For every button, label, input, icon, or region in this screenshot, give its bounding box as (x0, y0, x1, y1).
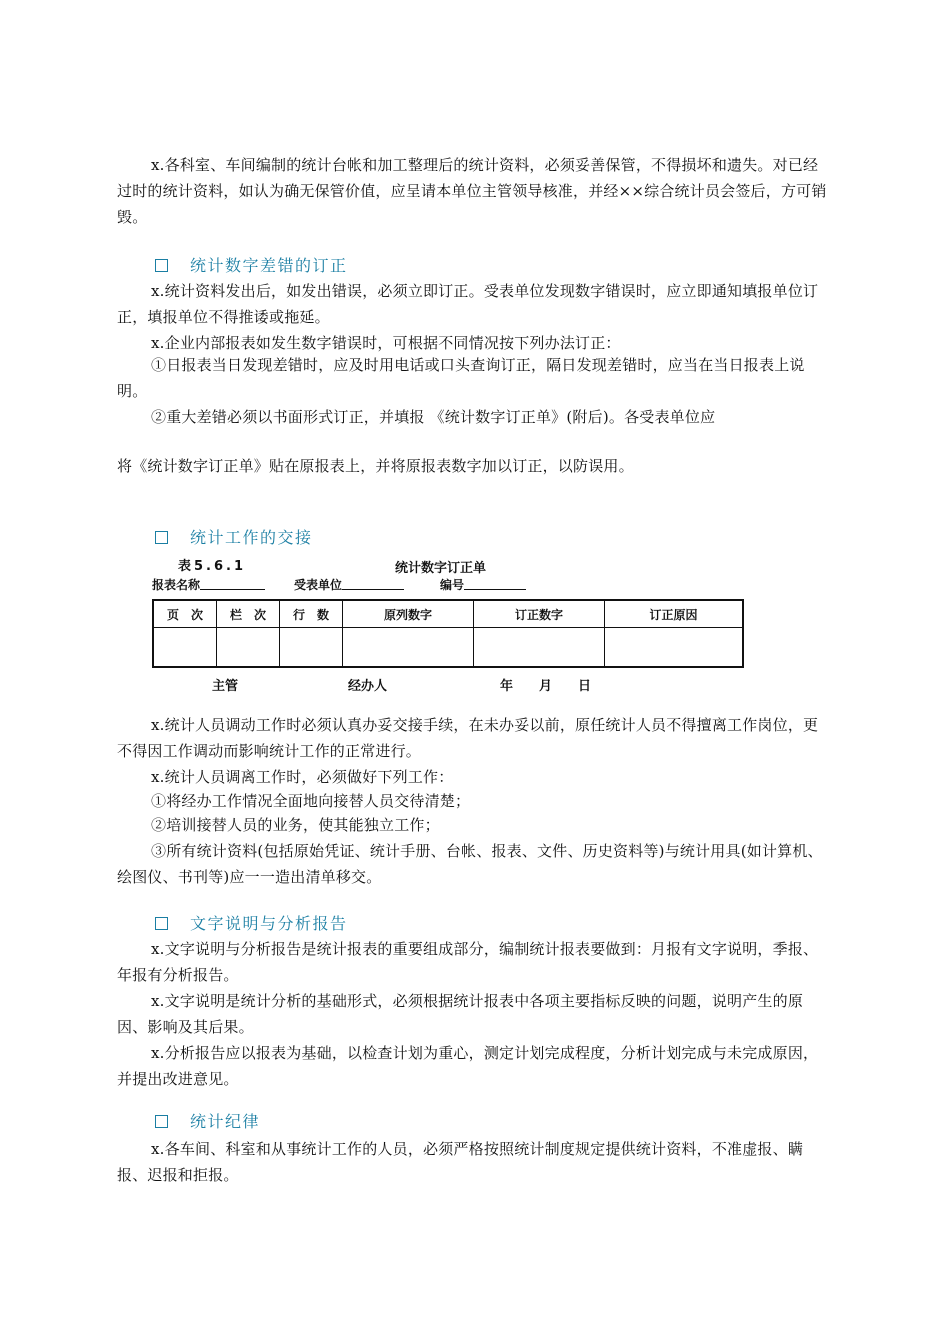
paragraph: x.文字说明是统计分析的基础形式，必须根据统计报表中各项主要指标反映的问题，说明产生的原因、影响及其后果。 (117, 992, 804, 1036)
form-field-report-name (152, 576, 265, 593)
signature-date: 年 月 日 (500, 679, 592, 694)
form-field-number (440, 576, 526, 593)
section-heading (155, 254, 348, 278)
section-heading (155, 526, 313, 550)
field-label: 编号 (440, 578, 465, 592)
column-header: 页 次 (153, 600, 217, 628)
section-heading (155, 912, 348, 936)
form-field-receiving-unit (294, 576, 404, 593)
paragraph: x.统计资料发出后，如发出错误，必须立即订正。受表单位发现数字错误时，应立即通知填报单位订正，填报单位不得推诿或拖延。 (117, 282, 819, 326)
checkbox-square-icon (155, 917, 168, 930)
paragraph: x.各车间、科室和从事统计工作的人员，必须严格按照统计制度规定提供统计资料，不准虚报、瞒报、迟报和拒报。 (117, 1140, 804, 1184)
table-number: 表5.6.1 (178, 559, 247, 574)
table-cell (474, 628, 605, 668)
form-title: 统计数字订正单 (395, 561, 487, 576)
paragraph: x.分析报告应以报表为基础，以检查计划为重心，测定计划完成程度，分析计划完成与未完成原因，并提出改进意见。 (117, 1044, 819, 1088)
form-table (152, 599, 744, 668)
heading-text: 统计纪律 (190, 1112, 261, 1131)
paragraph: ①将经办工作情况全面地向接替人员交待清楚； (151, 792, 471, 810)
signature-supervisor: 主管 (212, 679, 239, 694)
table-cell (153, 628, 217, 668)
paragraph: x.企业内部报表如发生数字错误时，可根据不同情况按下列办法订正： (151, 334, 621, 352)
heading-text: 统计数字差错的订正 (190, 256, 348, 275)
heading-text: 统计工作的交接 (190, 528, 313, 547)
checkbox-square-icon (155, 531, 168, 544)
column-header: 原列数字 (343, 600, 474, 628)
paragraph: x.统计人员调离工作时，必须做好下列工作： (151, 768, 454, 786)
paragraph: ②培训接替人员的业务，使其能独立工作； (151, 816, 440, 834)
table-cell (280, 628, 343, 668)
paragraph: ③所有统计资料(包括原始凭证、统计手册、台帐、报表、文件、历史资料等)与统计用具(如计算机、绘图仪、书刊等)应一一造出清单移交。 (117, 842, 823, 886)
paragraph: 将《统计数字订正单》贴在原报表上，并将原报表数字加以订正，以防误用。 (117, 457, 634, 475)
column-header: 栏 次 (217, 600, 280, 628)
table-cell (343, 628, 474, 668)
field-label: 报表名称 (152, 578, 201, 592)
checkbox-square-icon (155, 259, 168, 272)
signature-handler: 经办人 (348, 679, 388, 694)
field-label: 受表单位 (294, 578, 343, 592)
table-cell (605, 628, 744, 668)
column-header: 订正数字 (474, 600, 605, 628)
paragraph: ①日报表当日发现差错时，应及时用电话或口头查询订正，隔日发现差错时，应当在当日报表上说明。 (117, 356, 805, 400)
column-header: 订正原因 (605, 600, 744, 628)
paragraph: x.各科室、车间编制的统计台帐和加工整理后的统计资料，必须妥善保管，不得损坏和遗失。对已经过时的统计资料，如认为确无保管价值，应呈请本单位主管领导核准，并经××综合统计员会签后，方可销毁。 (117, 156, 827, 226)
heading-text: 文字说明与分析报告 (190, 914, 348, 933)
correction-form-figure (150, 555, 745, 695)
section-heading (155, 1110, 260, 1134)
paragraph: x.统计人员调动工作时必须认真办妥交接手续，在未办妥以前，原任统计人员不得擅离工作岗位，更不得因工作调动而影响统计工作的正常进行。 (117, 716, 819, 760)
table-cell (217, 628, 280, 668)
paragraph: ②重大差错必须以书面形式订正，并填报 《统计数字订正单》(附后)。各受表单位应 (151, 408, 716, 426)
checkbox-square-icon (155, 1115, 168, 1128)
column-header: 行 数 (280, 600, 343, 628)
paragraph: x.文字说明与分析报告是统计报表的重要组成部分，编制统计报表要做到：月报有文字说明，季报、年报有分析报告。 (117, 940, 819, 984)
